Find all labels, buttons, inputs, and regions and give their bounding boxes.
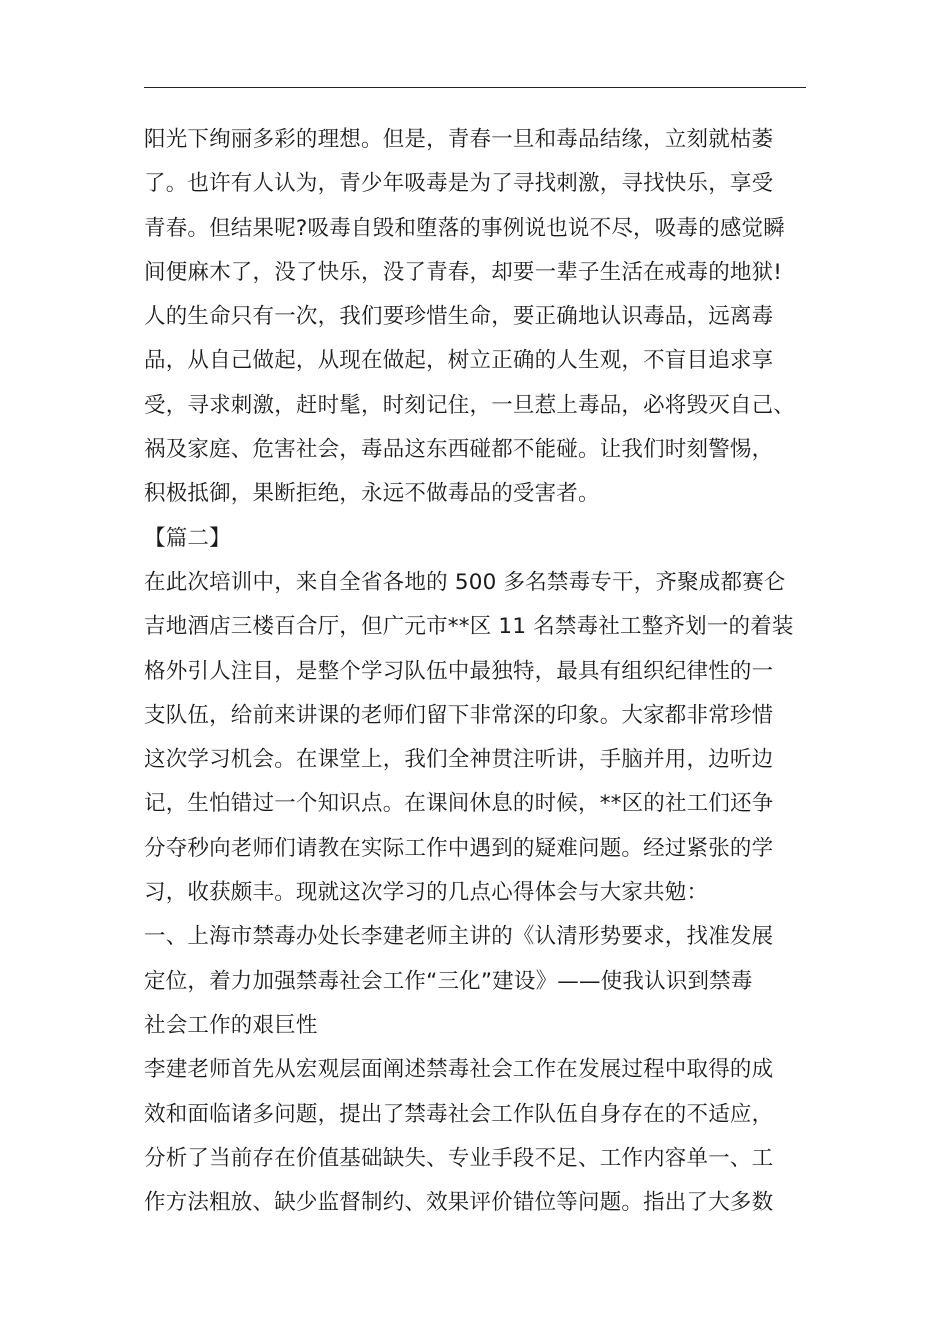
- text-line: 定位，着力加强禁毒社会工作“三化”建设》——使我认识到禁毒: [144, 968, 753, 994]
- text-line: 一、上海市禁毒办处长李建老师主讲的《认清形势要求，找准发展: [144, 924, 774, 950]
- text-line: 积极抵御，果断拒绝，永远不做毒品的受害者。: [144, 481, 600, 507]
- text-line: 品，从自己做起，从现在做起，树立正确的人生观，不盲目追求享: [144, 348, 774, 374]
- text-line: 青春。但结果呢?吸毒自毁和堕落的事例说也说不尽，吸毒的感觉瞬: [144, 215, 785, 241]
- text-line: 社会工作的艰巨性: [144, 1012, 318, 1038]
- text-line: 吉地酒店三楼百合厅，但广元市**区 11 名禁毒社工整齐划一的着装: [144, 614, 794, 640]
- text-line: 阳光下绚丽多彩的理想。但是，青春一旦和毒品结缘，立刻就枯萎: [144, 127, 774, 152]
- text-line: 了。也许有人认为，青少年吸毒是为了寻找刺激，寻找快乐，享受: [144, 171, 774, 197]
- document-body: [144, 118, 820, 1225]
- text-line: 李建老师首先从宏观层面阐述禁毒社会工作在发展过程中取得的成: [144, 1057, 774, 1083]
- text-line: 习，收获颇丰。现就这次学习的几点心得体会与大家共勉：: [144, 880, 709, 906]
- text-line: 分夺秒向老师们请教在实际工作中遇到的疑难问题。经过紧张的学: [144, 835, 774, 861]
- header-rule: [144, 87, 806, 88]
- text-line: 格外引人注目，是整个学习队伍中最独特，最具有组织纪律性的一: [144, 658, 774, 684]
- text-line: 受，寻求刺激，赶时髦，时刻记住，一旦惹上毒品，必将毁灭自己、: [144, 392, 796, 418]
- text-line: 祸及家庭、危害社会，毒品这东西碰都不能碰。让我们时刻警惕，: [144, 437, 774, 463]
- section-heading: 【篇二】: [144, 525, 231, 551]
- text-line: 间便麻木了，没了快乐，没了青春，却要一辈子生活在戒毒的地狱!: [144, 259, 783, 285]
- text-line: 这次学习机会。在课堂上，我们全神贯注听讲，手脑并用，边听边: [144, 747, 774, 773]
- text-line: 作方法粗放、缺少监督制约、效果评价错位等问题。指出了大多数: [144, 1190, 774, 1216]
- text-line: 支队伍，给前来讲课的老师们留下非常深的印象。大家都非常珍惜: [144, 702, 774, 728]
- text-line: 分析了当前存在价值基础缺失、专业手段不足、工作内容单一、工: [144, 1145, 774, 1171]
- text-line: 效和面临诸多问题，提出了禁毒社会工作队伍自身存在的不适应，: [144, 1101, 774, 1127]
- text-line: 记，生怕错过一个知识点。在课间休息的时候，**区的社工们还争: [144, 791, 774, 817]
- text-line: 在此次培训中，来自全省各地的 500 多名禁毒专干，齐聚成都赛仑: [144, 569, 786, 595]
- text-line: 人的生命只有一次，我们要珍惜生命，要正确地认识毒品，远离毒: [144, 304, 774, 330]
